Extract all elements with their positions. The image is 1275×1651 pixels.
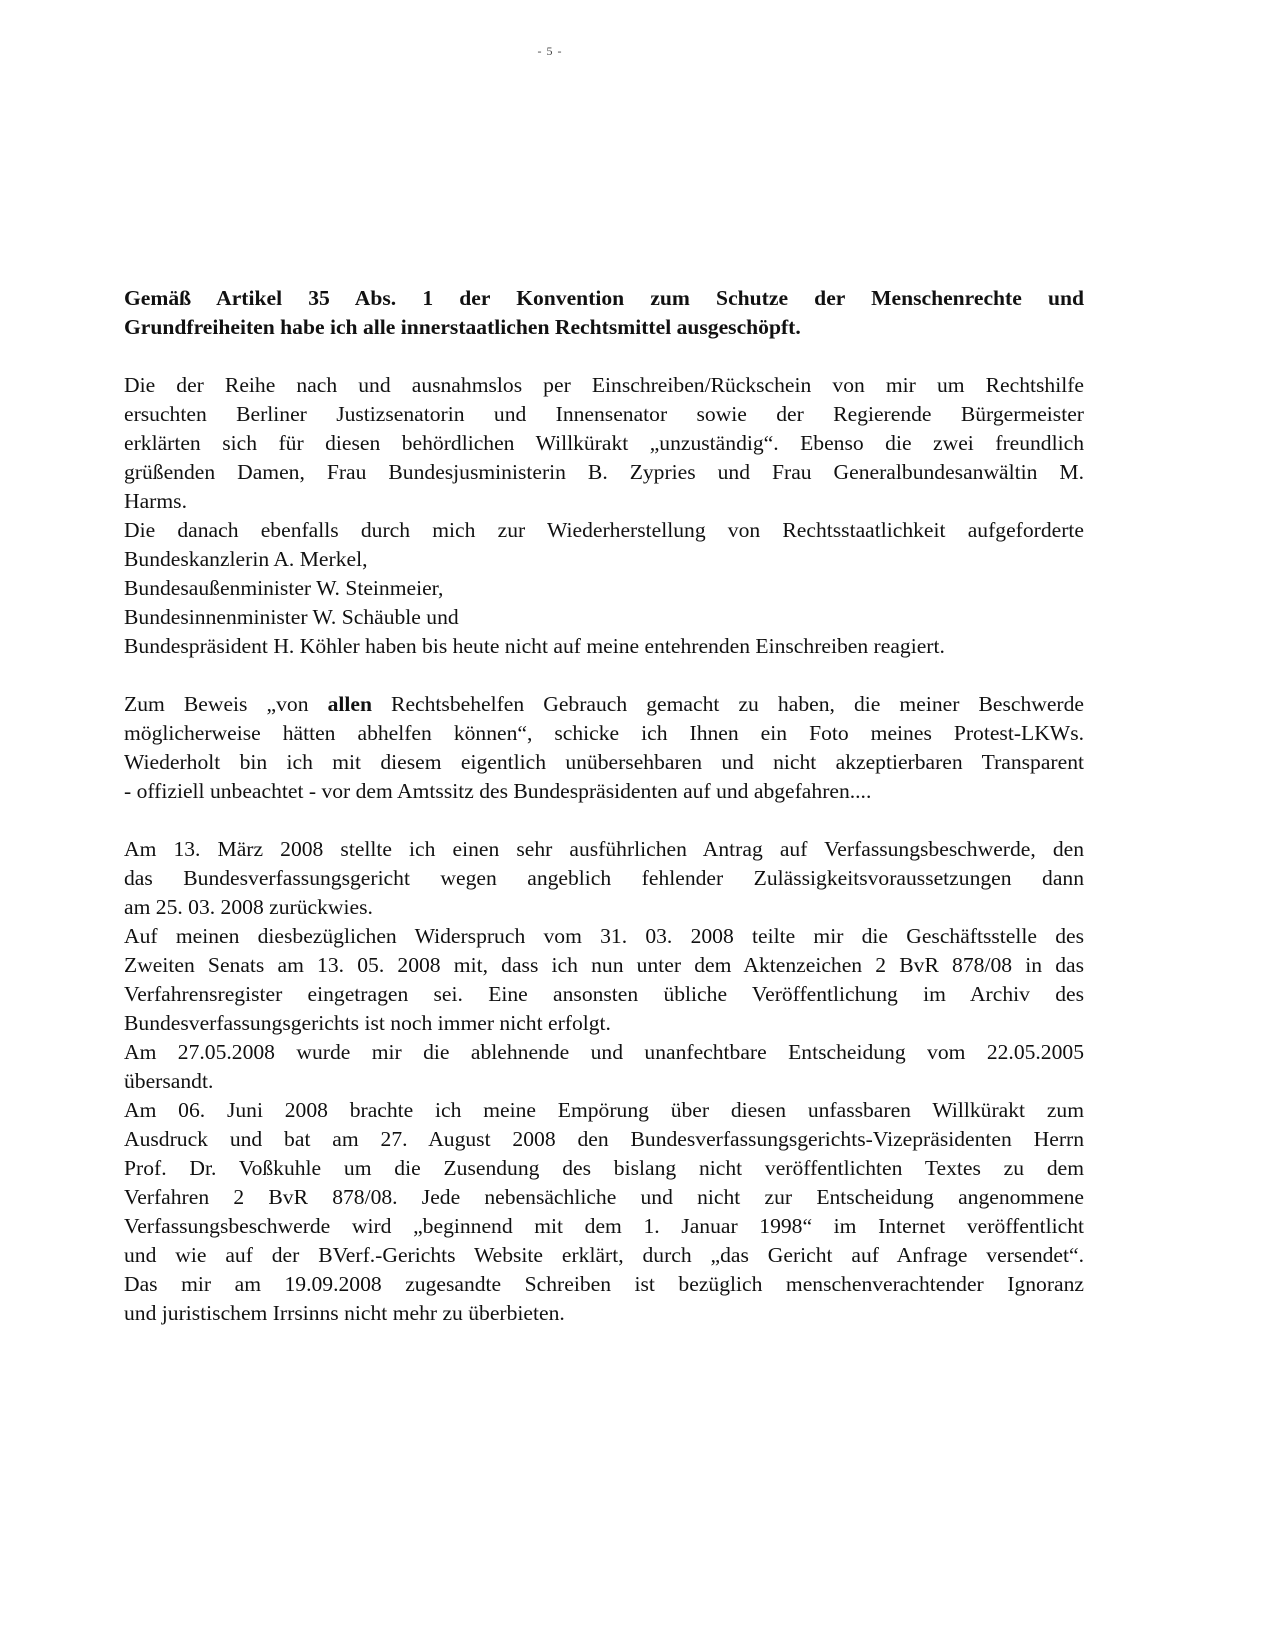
paragraph-beweis (124, 690, 1084, 806)
emphasis-allen: allen (327, 692, 372, 716)
text-line: Bundespräsident H. Köhler haben bis heute nicht auf meine entehrenden Einschreiben reagiert. (124, 634, 945, 658)
page-number: - 5 - (537, 44, 563, 58)
paragraph-rechtshilfe (124, 371, 1084, 661)
text-line: Harms. (124, 489, 187, 513)
text-line: Verfahrensregister eingetragen sei. Eine ansonsten übliche Veröffentlichung im Archiv des (124, 982, 1084, 1006)
text-line: Bundesverfassungsgerichts ist noch immer nicht erfolgt. (124, 1011, 611, 1035)
heading-line: Gemäß Artikel 35 Abs. 1 der Konvention zum Schutze der Menschenrechte und (124, 286, 1084, 310)
heading-line: Grundfreiheiten habe ich alle innerstaatlichen Rechtsmittel ausgeschöpft. (124, 315, 801, 339)
text-line (124, 690, 1084, 719)
text-run: Zum Beweis „von (124, 692, 328, 716)
text-line: Die danach ebenfalls durch mich zur Wiederherstellung von Rechtsstaatlichkeit aufgeforderte (124, 518, 1084, 542)
paragraph-gap (124, 661, 1084, 690)
text-line: Verfassungsbeschwerde wird „beginnend mit dem 1. Januar 1998“ im Internet veröffentlicht (124, 1214, 1084, 1238)
text-line: Wiederholt bin ich mit diesem eigentlich unübersehbaren und nicht akzeptierbaren Transparent (124, 750, 1084, 774)
text-line: Prof. Dr. Voßkuhle um die Zusendung des bislang nicht veröffentlichten Textes zu dem (124, 1156, 1084, 1180)
text-line: Am 06. Juni 2008 brachte ich meine Empörung über diesen unfassbaren Willkürakt zum (124, 1098, 1084, 1122)
text-line: das Bundesverfassungsgericht wegen angeblich fehlender Zulässigkeitsvoraussetzungen dann (124, 866, 1084, 890)
text-line: möglicherweise hätten abhelfen können“, schicke ich Ihnen ein Foto meines Protest-LKWs. (124, 721, 1084, 745)
text-line: Bundesinnenminister W. Schäuble und (124, 605, 459, 629)
text-line: Bundesaußenminister W. Steinmeier, (124, 576, 444, 600)
paragraph-verfassungsbeschwerde (124, 835, 1084, 1328)
text-line: Am 13. März 2008 stellte ich einen sehr ausführlichen Antrag auf Verfassungsbeschwerde, den (124, 837, 1084, 861)
paragraph-gap (124, 806, 1084, 835)
text-line: und juristischem Irrsinns nicht mehr zu überbieten. (124, 1301, 565, 1325)
text-run: Rechtsbehelfen Gebrauch gemacht zu haben, die meiner Beschwerde (371, 692, 1084, 716)
text-line: Bundeskanzlerin A. Merkel, (124, 547, 368, 571)
text-line: grüßenden Damen, Frau Bundesjusministerin B. Zypries und Frau Generalbundesanwältin M. (124, 460, 1084, 484)
text-line: und wie auf der BVerf.-Gerichts Website erklärt, durch „das Gericht auf Anfrage versendet“. (124, 1243, 1084, 1267)
text-line: Das mir am 19.09.2008 zugesandte Schreiben ist bezüglich menschenverachtender Ignoranz (124, 1272, 1084, 1296)
text-line: Am 27.05.2008 wurde mir die ablehnende und unanfechtbare Entscheidung vom 22.05.2005 (124, 1040, 1084, 1064)
text-line: Zweiten Senats am 13. 05. 2008 mit, dass ich nun unter dem Aktenzeichen 2 BvR 878/08 in das (124, 953, 1084, 977)
text-line: Verfahren 2 BvR 878/08. Jede nebensächliche und nicht zur Entscheidung angenommene (124, 1185, 1084, 1209)
text-line: Auf meinen diesbezüglichen Widerspruch vom 31. 03. 2008 teilte mir die Geschäftsstelle des (124, 924, 1084, 948)
text-line: Die der Reihe nach und ausnahmslos per Einschreiben/Rückschein von mir um Rechtshilfe (124, 373, 1084, 397)
heading (124, 284, 1084, 342)
text-line: am 25. 03. 2008 zurückwies. (124, 895, 373, 919)
document-body (124, 284, 1084, 1328)
text-line: ersuchten Berliner Justizsenatorin und Innensenator sowie der Regierende Bürgermeister (124, 402, 1084, 426)
text-line: Ausdruck und bat am 27. August 2008 den Bundesverfassungsgerichts-Vizepräsidenten Herrn (124, 1127, 1084, 1151)
text-line: erklärten sich für diesen behördlichen Willkürakt „unzuständig“. Ebenso die zwei freundlich (124, 431, 1084, 455)
text-line: übersandt. (124, 1069, 214, 1093)
text-line: - offiziell unbeachtet - vor dem Amtssitz des Bundespräsidenten auf und abgefahren.... (124, 779, 872, 803)
